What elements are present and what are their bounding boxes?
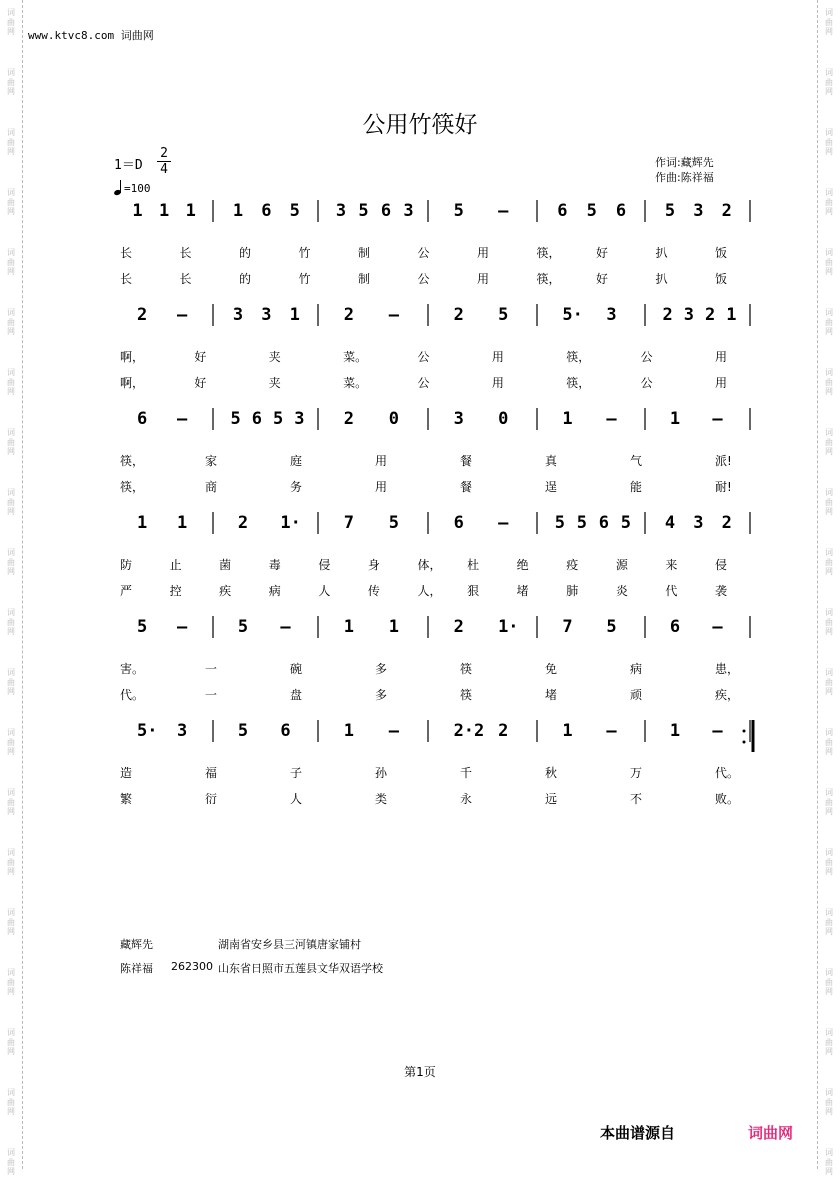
dash-symbol: – (177, 305, 188, 325)
lyric-word: 人 (290, 792, 303, 806)
note: 6 (453, 513, 464, 533)
note: 2 (498, 721, 509, 741)
lyric-word: 不 (630, 792, 643, 806)
watermark-text: 词 曲 网 (7, 608, 15, 636)
note: 2 (453, 617, 464, 637)
note: 5 (664, 201, 676, 221)
lyric-word: 啊， (120, 376, 145, 390)
lyric-word: 筷 (460, 688, 473, 702)
dash-symbol: – (712, 409, 723, 429)
lyric-word: 菜。 (343, 376, 368, 390)
watermark-text: 词 曲 网 (7, 548, 15, 576)
note: 5 (358, 201, 369, 221)
dash-symbol: – (388, 305, 399, 325)
lyric-word: 用 (715, 376, 728, 390)
lyric-word: 好 (194, 350, 207, 364)
lyric-word: 用 (491, 350, 504, 364)
note: 1 (562, 721, 573, 741)
lyric-word: 疾 (219, 584, 232, 598)
watermark-text: 词 曲 网 (825, 368, 833, 396)
watermark-text: 词 曲 网 (7, 428, 15, 456)
watermark-text: 词 曲 网 (7, 188, 15, 216)
lyric-word: 杜 (467, 558, 480, 572)
watermark-text: 词 曲 网 (825, 1148, 833, 1176)
note: 5 (453, 201, 464, 221)
note: 1 (343, 617, 354, 637)
note: 2 (721, 513, 732, 533)
note: 7 (562, 617, 573, 637)
lyric-word: 孙 (375, 766, 388, 780)
lyric-word: 耐! (715, 480, 732, 494)
lyric-word: 竹 (298, 272, 311, 286)
lyric-word: 公 (417, 376, 430, 390)
lyric-word: 用 (715, 350, 728, 364)
note: 5 (237, 617, 249, 637)
watermark-text: 词 曲 网 (825, 608, 833, 636)
lyric-word: 人， (417, 584, 442, 598)
lyric-word: 筷， (120, 454, 145, 468)
dash-symbol: – (177, 409, 188, 429)
lyric-word: 代。 (715, 766, 740, 780)
watermark-text: 词 曲 网 (7, 668, 15, 696)
note: 1 (177, 513, 188, 533)
dash-symbol: – (177, 617, 188, 637)
lyric-word: 饭 (715, 272, 728, 286)
lyric-word: 永 (460, 792, 473, 806)
lyric-word: 啊， (120, 350, 145, 364)
note: 1 (132, 201, 143, 221)
lyric-word: 堵 (545, 688, 558, 702)
lyric-word: 绝 (516, 558, 529, 572)
watermark-text: 词 曲 网 (825, 1088, 833, 1116)
note: 1· (280, 513, 301, 533)
note: 5· (562, 305, 583, 325)
footer-address-2: 山东省日照市五莲县文华双语学校 (218, 962, 383, 975)
lyric-word: 顽 (630, 688, 643, 702)
lyric-word: 公 (417, 272, 430, 286)
lyric-word: 秋 (545, 766, 558, 780)
lyric-word: 害。 (120, 662, 145, 676)
note: 6 (261, 201, 272, 221)
note: 6 (380, 201, 392, 221)
footer-name-1: 藏辉先 (120, 938, 153, 951)
lyric-word: 筷， (566, 350, 591, 364)
watermark-text: 词 曲 网 (7, 908, 15, 936)
note: 3 (261, 305, 272, 325)
watermark-text: 词 曲 网 (825, 8, 833, 36)
watermark-text: 词 曲 网 (825, 548, 833, 576)
lyric-word: 夹 (268, 376, 281, 390)
lyric-word: 狠 (467, 584, 480, 598)
lyric-word: 公 (417, 246, 430, 260)
note: 3 (606, 305, 617, 325)
lyric-word: 气 (630, 454, 643, 468)
watermark-text: 词 曲 网 (7, 128, 15, 156)
lyric-word: 菜。 (343, 350, 368, 364)
lyric-word: 扒 (655, 272, 668, 286)
note: 1 (669, 409, 681, 429)
lyric-word: 疾， (715, 688, 740, 702)
note: 4 (664, 513, 676, 533)
lyric-word: 制 (358, 272, 371, 286)
lyric-word: 能 (630, 480, 643, 494)
lyric-word: 败。 (715, 792, 740, 806)
note: 6 (669, 617, 681, 637)
repeat-dot (743, 730, 746, 733)
lyric-word: 繁 (120, 792, 133, 806)
note: 2 (343, 305, 354, 325)
composer-credit: 作曲:陈祥福 (655, 171, 714, 184)
lyricist-credit: 作词:藏辉先 (655, 156, 714, 169)
lyric-word: 远 (545, 792, 558, 806)
watermark-text: 词 曲 网 (7, 248, 15, 276)
watermark-text: 词 曲 网 (7, 1088, 15, 1116)
watermark-text: 词 曲 网 (825, 788, 833, 816)
lyric-word: 一 (205, 688, 218, 702)
note: 5 (498, 305, 509, 325)
lyric-word: 饭 (715, 246, 728, 260)
lyric-word: 控 (169, 584, 182, 598)
watermark-text: 词 曲 网 (7, 1148, 15, 1176)
lyric-word: 公 (417, 350, 430, 364)
note: 2 (721, 201, 732, 221)
lyric-word: 长 (179, 272, 192, 286)
lyric-word: 逞 (545, 480, 558, 494)
watermark-text: 词 曲 网 (825, 248, 833, 276)
lyric-word: 庭 (290, 454, 303, 468)
lyric-word: 务 (290, 480, 303, 494)
lyric-word: 用 (491, 376, 504, 390)
lyric-word: 筷， (536, 272, 561, 286)
note: 5· (137, 721, 158, 741)
dash-symbol: – (606, 721, 617, 741)
lyric-word: 侵 (715, 558, 728, 572)
watermark-text: 词 曲 网 (825, 908, 833, 936)
lyric-word: 制 (358, 246, 371, 260)
note: 1 (562, 409, 573, 429)
note: 0 (498, 409, 509, 429)
note: 3 (453, 409, 464, 429)
watermark-text: 词 曲 网 (825, 1028, 833, 1056)
lyric-word: 代 (665, 584, 678, 598)
watermark-text: 词 曲 网 (825, 428, 833, 456)
site-url[interactable]: www.ktvc8.com (28, 29, 115, 42)
note: 6 (598, 513, 609, 533)
lyric-word: 多 (375, 662, 388, 676)
watermark-text: 词 曲 网 (7, 8, 15, 36)
lyric-word: 子 (290, 766, 303, 780)
watermark-text: 词 曲 网 (7, 728, 15, 756)
lyric-word: 来 (665, 558, 678, 572)
note: 2 (237, 513, 249, 533)
lyric-word: 类 (375, 792, 388, 806)
watermark-text: 词 曲 网 (825, 728, 833, 756)
lyric-word: 患， (715, 662, 740, 676)
note: 2·2 (453, 721, 485, 741)
note: 1 (726, 305, 737, 325)
note: 6 (280, 721, 291, 741)
lyric-word: 好 (596, 272, 609, 286)
note: 3 (693, 201, 704, 221)
lyric-word: 源 (615, 558, 628, 572)
note: 3 (177, 721, 188, 741)
note: 2 (453, 305, 464, 325)
lyric-word: 长 (179, 246, 192, 260)
lyric-word: 人 (318, 584, 331, 598)
note: 2 (343, 409, 354, 429)
lyric-word: 派! (715, 454, 732, 468)
lyric-word: 防 (120, 558, 133, 572)
note: 1 (159, 201, 170, 221)
lyric-word: 袭 (715, 584, 728, 598)
note: 6 (251, 409, 262, 429)
note: 2 (137, 305, 148, 325)
page-number: 第1页 (404, 1065, 436, 1079)
note: 3 (335, 201, 347, 221)
watermark-text: 词 曲 网 (825, 128, 833, 156)
watermark-text: 词 曲 网 (7, 68, 15, 96)
note: 0 (388, 409, 399, 429)
watermark-text: 词 曲 网 (825, 488, 833, 516)
lyric-word: 公 (640, 376, 653, 390)
note: 1 (185, 201, 196, 221)
lyric-word: 严 (120, 584, 133, 598)
footer-postcode-2: 262300 (171, 960, 213, 973)
note: 1 (289, 305, 300, 325)
lyric-word: 公 (640, 350, 653, 364)
watermark-text: 词 曲 网 (825, 188, 833, 216)
dash-symbol: – (280, 617, 291, 637)
watermark-text: 词 曲 网 (7, 308, 15, 336)
lyric-word: 好 (194, 376, 207, 390)
key-signature: 1＝D (114, 158, 143, 173)
note: 5 (289, 201, 300, 221)
watermark-text: 词 曲 网 (7, 488, 15, 516)
note: 5 (388, 513, 399, 533)
watermark-text: 词 曲 网 (825, 668, 833, 696)
note: 6 (557, 201, 568, 221)
lyric-word: 体， (417, 558, 442, 572)
note: 5 (237, 721, 249, 741)
lyric-word: 万 (630, 766, 643, 780)
lyric-word: 用 (477, 272, 490, 286)
lyric-word: 千 (460, 766, 473, 780)
note: 5 (272, 409, 284, 429)
lyric-word: 商 (205, 480, 218, 494)
lyric-word: 多 (375, 688, 388, 702)
watermark-text: 词 曲 网 (825, 968, 833, 996)
lyric-word: 衍 (205, 792, 218, 806)
lyric-word: 菌 (219, 558, 232, 572)
lyric-word: 毒 (268, 558, 281, 572)
lyric-word: 免 (545, 662, 558, 676)
note: 3 (403, 201, 414, 221)
site-name: 词曲网 (120, 29, 154, 42)
lyric-word: 堵 (516, 584, 529, 598)
watermark-text: 词 曲 网 (7, 1028, 15, 1056)
lyric-word: 扒 (655, 246, 668, 260)
repeat-dot (743, 741, 746, 744)
note: 5 (137, 617, 148, 637)
lyric-word: 真 (545, 454, 558, 468)
lyric-word: 身 (367, 558, 380, 572)
source-label: 本曲谱源自 (600, 1124, 676, 1142)
tempo-value: =100 (124, 182, 151, 195)
lyric-word: 筷， (536, 246, 561, 260)
lyric-word: 长 (120, 272, 133, 286)
lyric-word: 病 (268, 584, 281, 598)
note: 3 (294, 409, 305, 429)
note: 3 (693, 513, 704, 533)
lyric-word: 家 (205, 454, 218, 468)
time-signature-bottom: 4 (157, 161, 171, 177)
lyric-word: 餐 (460, 480, 473, 494)
lyric-word: 筷 (460, 662, 473, 676)
dash-symbol: – (498, 201, 509, 221)
lyric-word: 夹 (268, 350, 281, 364)
dash-symbol: – (712, 721, 723, 741)
note: 1 (669, 721, 681, 741)
watermark-text: 词 曲 网 (7, 368, 15, 396)
note: 6 (615, 201, 627, 221)
lyric-word: 的 (239, 272, 252, 286)
watermark-text: 词 曲 网 (7, 848, 15, 876)
note: 1 (388, 617, 399, 637)
lyric-word: 侵 (318, 558, 331, 572)
lyric-word: 碗 (290, 662, 303, 676)
note: 5 (554, 513, 565, 533)
lyric-word: 盘 (290, 688, 303, 702)
lyric-word: 竹 (298, 246, 311, 260)
lyric-word: 餐 (460, 454, 473, 468)
watermark-text: 词 曲 网 (825, 848, 833, 876)
lyric-word: 长 (120, 246, 133, 260)
dash-symbol: – (712, 617, 723, 637)
dash-symbol: – (498, 513, 509, 533)
lyric-word: 筷， (566, 376, 591, 390)
lyric-word: 炎 (615, 584, 628, 598)
note: 7 (343, 513, 354, 533)
footer-name-2: 陈祥福 (120, 962, 153, 975)
watermark-text: 词 曲 网 (825, 308, 833, 336)
watermark-text: 词 曲 网 (825, 68, 833, 96)
time-signature-top: 2 (160, 146, 168, 161)
dash-symbol: – (606, 409, 617, 429)
lyric-word: 用 (477, 246, 490, 260)
lyric-word: 疫 (566, 558, 579, 572)
lyric-word: 病 (630, 662, 643, 676)
watermark-text: 词 曲 网 (7, 968, 15, 996)
lyric-word: 筷， (120, 480, 145, 494)
note: 1 (137, 513, 148, 533)
lyric-word: 止 (169, 558, 182, 572)
song-title: 公用竹筷好 (362, 112, 478, 138)
lyric-word: 福 (205, 766, 218, 780)
note: 1· (498, 617, 519, 637)
lyric-word: 造 (120, 766, 133, 780)
note: 5 (620, 513, 631, 533)
lyric-word: 代。 (120, 688, 145, 702)
lyric-word: 一 (205, 662, 218, 676)
source-site-link[interactable]: 词曲网 (748, 1124, 794, 1142)
note: 1 (343, 721, 354, 741)
note: 5 (606, 617, 617, 637)
dash-symbol: – (388, 721, 399, 741)
lyric-word: 用 (375, 454, 388, 468)
lyric-word: 肺 (566, 584, 579, 598)
note: 2 (704, 305, 716, 325)
footer-address-1: 湖南省安乡县三河镇唐家铺村 (218, 938, 361, 951)
note: 3 (683, 305, 694, 325)
note: 5 (586, 201, 597, 221)
lyric-word: 的 (239, 246, 252, 260)
note: 6 (137, 409, 148, 429)
note: 3 (232, 305, 244, 325)
lyric-word: 传 (367, 584, 380, 598)
note: 5 (230, 409, 241, 429)
note: 5 (576, 513, 587, 533)
lyric-word: 用 (375, 480, 388, 494)
note: 2 (662, 305, 673, 325)
lyric-word: 好 (596, 246, 609, 260)
watermark-text: 词 曲 网 (7, 788, 15, 816)
note: 1 (232, 201, 244, 221)
